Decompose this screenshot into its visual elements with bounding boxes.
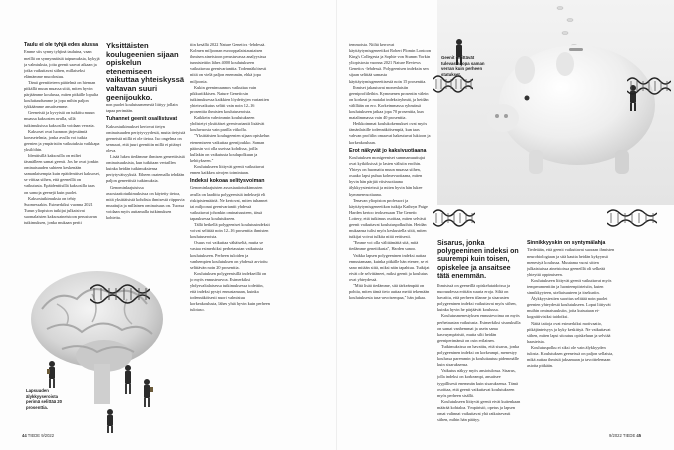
- pull-quote: Sisarus, jonka polygeeninen indeksi on suurempi kuin toisen, opiskelee ja ansaitsee tätä enemmän.: [437, 240, 519, 280]
- paragraph: Ihmiset jakautuvat monenlaisiin geeniprofiileihin. Kymmenen prosentin välein on korkeat ja matalat indeksiryhmät, ja heidän välillään on ero. Korkeimmassa ryhmässä koulutukseen jatkaa jopa 70 prosenttia, kun matalimmassa vain 40 prosenttia.: [349, 84, 429, 121]
- page-folio: [609, 433, 641, 438]
- paragraph: Emme siis synny tyhjinä tauluina, vaan meillä on synnynnäisiä taipumuksia, kykyjä ja valmiuksia, joita geenit saavat aikaan ja jotka vaikuttavat siihen, millaiseksi elämämme muodostuu.: [24, 49, 100, 79]
- section-heading: Erot näkyvät jo kaksivuotiaana: [349, 147, 427, 154]
- paragraph: Koulutuksen monigeeniset summamuuttujat ovat kytköksissä jo lasten välisiin eroihin. Yhteys on huomattu muun muassa siihen, osaako lapsi puhua kolmevuotiaana, miten hyvin hän pärjää viisivuotiaana älykkyystesteissä ja miten hyvin hän lukee kymmenvuotiaana.: [349, 155, 425, 197]
- left-column-3: [190, 42, 270, 422]
- paragraph: "Emme voi olla välittämättä sitä, mitä tiedämme genetiikasta", Harden sanoo.: [349, 240, 419, 252]
- paragraph: Genominlaajuisten assosiaatiotutkimusten avulla on laadittu polygeenisiä indeksejä eli riskipistemääriä. Ne kertovat, miten tuhannet tai miljoonat geenivariantit yhdessä vaikuttavat johonkin ominaisuuteen, tässä tapauksessa koulutukseen.: [190, 185, 268, 221]
- paragraph: Kaksoset ovat luonnon järjestämiä koeasetelmia, jonka avulla voi tutkia geenien ja ympäristön vaikutuksia vaikkapa yksilöihin.: [24, 128, 100, 152]
- paragraph: "Mitä lisää tiedämme, sitä tärkeämpää on pohtia, miten tämä tieto auttaa meitä tekemään koulutuksesta tasa-arvoisempaa," hän jatkaa.: [349, 282, 430, 301]
- paragraph: Tällä hetkellä polygeeniset koulutusindeksit voivat selittää noin 12–16 prosenttia ihmisten koulutuseroista.: [190, 222, 270, 240]
- dna-strand-icon: [627, 76, 671, 96]
- paragraph: Geeneistä ja kyvyistä on tutkittu muun muassa kaksosten avulla, sillä tutkimuksissa kaksosilla voidaan verrata.: [24, 110, 95, 128]
- paragraph: Kaikkein vahvimmin koulutukseen yhdistetyt yksittäiset geenivariantit lisäävät kouluvuosia vain parilla viikolla.: [190, 115, 265, 133]
- left-column-2: [106, 102, 186, 286]
- paragraph: Heikkoimmat koulukokemukset ovat myös tämänlaisille todennäköisempiä, kun taas vahvan profiilin omaavat hakeutuvat lukioon ja korkeakouluun.: [349, 121, 431, 145]
- paragraph: Tutkimuksissa on havaittu, että sisarus, jonka polygeeninen indeksi on korkeampi, menestyy koulussa paremmin ja kouluttautuu pidemmälle kuin sisaruksensa.: [437, 343, 520, 368]
- paragraph: Ihmisissä on geeneillä opiskelutaidoissa ja nuoruudessa erittäin suuria eroja. Siltä on havaittu, että perheen tilanne ja sisarusten polygeeninen indeksi vaikuttavat myös siihen, kuinka hyvin he pärjäävät koulussa.: [437, 283, 517, 313]
- right-page: [337, 0, 674, 450]
- paragraph: Lisää lukea tiedämme ihmisen geneettisistä ominaisuuksista, kun tutkitaan vertaillen kuinka heidän tutkimuksiensa periytyväisyyksiä. Eiheen osatemalla tehdään paljon geneettisiä tutkimuksia.: [106, 154, 185, 184]
- piggy-bank-illustration: [437, 0, 674, 205]
- page-folio: [22, 433, 54, 438]
- section-heading: Tuhannet geenit osallistuvat: [106, 116, 178, 123]
- issue-label: 9/2022: [609, 433, 622, 438]
- paragraph: Koulutukseen liittyvät geenit vaikuttavat ennen kaikkea aivojen toimintaan.: [190, 163, 265, 175]
- dna-strand-icon: [433, 74, 473, 94]
- paragraph: Koulutuksen polygeenisillä indekseillä on jo myös ennustearvoa. Esimerkiksi yhdysvaltalaisessa tutkimuksessa todettiin, että indeksi pystyi ennustamaan, kuinka todennäköisesti nuori valmistuu korkeakoulusta, lähes yhtä hyvin kuin perheen tulotaso.: [190, 270, 270, 313]
- section-heading: Indeksi kokoaa selitysvoiman: [190, 178, 265, 185]
- paragraph: Vaikka lapsen polygeeninen indeksi auttaa ennustamaan, kuinka pitkälle hän etenee, se ei sano mitään siitä, miksi näin tapahtuu. Tutkijat eivät ole selvittäneet, miksi geenit ja koulutus ovat yhteydessä.: [349, 252, 430, 282]
- paragraph: non puolet koulutusmenestä liittyy jollain tapaa perimään.: [106, 102, 178, 114]
- paragraph: Osuus voi vaikuttaa vähäiseltä, mutta se vastaa esimerkiksi perhetaustan vaikutusta koulutukseen. Perheen tuloiden ja vanhempien koulutuksen on yhdessä arvioitu selittävän noin 20 prosenttia.: [190, 240, 268, 270]
- paragraph: Tämä geenitieteen päätelmä on hieman pitkällä muun muassa siitä, miten hyvin pärjäämme koulussa, miten pitkälle lopulta kouluttaudumme ja jopa mihin paljon tykkäämme ansaitsemme.: [24, 79, 99, 110]
- paragraph: Vaikutus näkyy myös ansiotulossa. Sisarus, jolla indeksi on korkeampi, ansaitsee tyypillisesti enemmän kuin sisaruksensa. Tämä osoittaa, että geenit vaikuttavat koulutukseen myös perheen sisällä.: [437, 368, 518, 398]
- paragraph: Koulutukseen liittyvät geenit vaikuttavat myös temperamenttiin ja luonteenpiirteisiin, kuten sinnikkyyteen, uteliaisuuteen ja itsekuriin.: [527, 277, 612, 296]
- section-heading: Taulu ei ole tyhjä edes alussa: [24, 42, 99, 48]
- dna-strand-icon: [90, 283, 150, 305]
- magazine-name: TIEDE: [27, 433, 41, 438]
- page-number: 44: [22, 433, 27, 438]
- paragraph: Tenavan yliopiston professori ja käyttäytymisgeneetikon tutkija Kathryn Paige Harden kertoo teoksessaan The Genetic Lottery, että tutkimus osoittaa, miten selvästi geenit vaikuttavat koulutuspolkuihin. Heidän mukaansa tulisi myös keskustella siitä, miten tutkijat voivat tulkita niitä eettisesti.: [349, 197, 428, 240]
- paragraph: Identtisillä kaksosilla on miltei täsmälleen samat geenit. Jos he ovat jonkin ominaisuuden suhteen keskenään samanlaisempia kuin epäidenttiset kaksoset, se viittaa siihen, että geeneillä on vaikutusta. Epäidenttisillä kaksosilla taas on samoja geenejä kuin puolet.: [24, 153, 100, 195]
- paragraph: Kaksostutkimuksia on tehty Suomessakin. Esimerkiksi vuonna 2021 Turun yliopiston tutkijat julkaisivat suomalaisten kaksosaineistoon perustuvan tutkimuksen, jonka mukaan periti: [24, 195, 97, 226]
- paragraph: temmoista. Niiltä kerrovat käyttäytymisgeneetikot Robert Plomin Lontoon King's Collegesta ja Sophie von Stumm Yorkin yliopistosta vuonna 2021 Nature Reviews Genetics -lehdessä. Polygeenisen indeksin sen sijaan selittää samasta käyttäytymisgeneettisestä noin 15 prosenttia.: [349, 42, 431, 84]
- paragraph: "Yksittäisten koulugeenien sijaan opiskelun etenemiseen vaikuttaa geenijoukko. Saman pääosin voi olla useissa kohdissa, joilla kullakin on vaikutusta koulupolkuun ja kehitykseen.": [190, 133, 270, 163]
- section-heading: Sinnikkyyskin on syntymälahja: [527, 240, 606, 246]
- paragraph: Kukin geenimuunnos vaikuttaa vain pikkuriikkisen. Nature Geneticsin tutkimuksessa kaikkien löydettyjen variantien yhteisvaikutus selitti vain noin 12–16 prosenttia ihmisten koulutuseroista.: [190, 84, 269, 115]
- right-column-3: [527, 240, 617, 432]
- paragraph: Näitä taitoja ovat esimerkiksi motivaatio, pitkäjänteisyys ja kyky keskittyä. Ne vaikuttavat siihen, miten lapsi sitoutuu opiskeluun ja selviää haasteista.: [527, 320, 611, 344]
- paragraph: Koulutukseen liittyvät geenit eivät kuitenkaan määrää kohtaloa. Ympäristö, opetus ja lapsen omat valinnat vaikuttavat yhä ratkaisevasti siihen, mihin hän päätyy.: [437, 398, 521, 423]
- magazine-name: TIEDE: [622, 433, 636, 438]
- issue-label: 9/2022: [41, 433, 55, 438]
- paragraph: Älykkyystestien suoritus selittää noin puolet geenien yhteydestä koulutukseen. Loput liittyvät muihin ominaisuuksiin, joita kutsutaan ei-kognitiivisiksi taidoiksi.: [527, 296, 611, 320]
- paragraph: Koulutusmenestyksen ennustevoima on myös perhetaustan vaikutusta. Esimerkiksi sisaruksilla on samat vanhemmat ja usein sama kasvuympäristö, mutta silti heidän geeniperimänsä on osin erilainen.: [437, 313, 521, 343]
- paragraph: Koulutuspolku ei siksi ole vain älykkyyden tulosta. Koulutuksen geeneissä on paljon sellaista, mikä auttaa ihmistä jaksamaan ja tavoittelemaan asioita pitkään.: [527, 344, 614, 369]
- page-number: 45: [636, 433, 642, 438]
- dna-strand-icon: [607, 208, 657, 228]
- right-column-1: [349, 42, 431, 432]
- image-caption: Lapsuuden älykkyyseroista perimä selittää 20 prosenttia.: [26, 388, 63, 410]
- paragraph: Kaksostutkimukset kertovat tietyn ominaisuuden periytyvyydestä, mutta tietyistä geeneistä niillä ei ole tietoa. Iso ongelma on sensuuri, että juuri geenitiin millä ei pitänyt oleva.: [106, 123, 186, 153]
- right-column-2: [437, 283, 521, 431]
- paragraph: tiin kesällä 2022 Nature Genetics -lehdessä. Kolmen miljoonan eurooppalaistaustaisen ihmisen aineistoon perustuvassa analyysissa tunnistettiin lähes 4000 koulutukseen vaikuttavaa geenivarianttia. Todennäköisesti niitä on vielä paljon enemmän, ehkä jopa miljoonia.: [190, 42, 267, 84]
- paragraph: Tiedetään, että geenit vaikuttavat suoraan ihmisten neurobiologiaan ja sitä kautta heidän kykyynsä menestyä koulussa. Muutama vuosi sitten julkaistuissa aineistoissa geeneillä oli selkeää yhteyttä oppimiseen.: [527, 247, 615, 277]
- paragraph: Genominlaajuisissa assosiaatiotutkimuksissa on käytetty tietoa, mitä yksittäisistä kohdista ihmisestä riippuvia muuttujia ja millainen ominaisuus on. Tuossa voidaan myös auttamalla tutkimuksen kohteita.: [106, 184, 185, 220]
- dna-strand-icon: [433, 208, 475, 228]
- figure-caption: Geenit selittävät tulevasta jopa saman verran kuin perheen statukset.: [441, 55, 485, 77]
- left-column-1: [24, 42, 100, 254]
- pull-quote: Yksittäisten koulugeenien sijaan opiskelun etenemiseen vaikuttaa yhteiskyssä valtavan suuri geenijoukko.: [106, 41, 185, 102]
